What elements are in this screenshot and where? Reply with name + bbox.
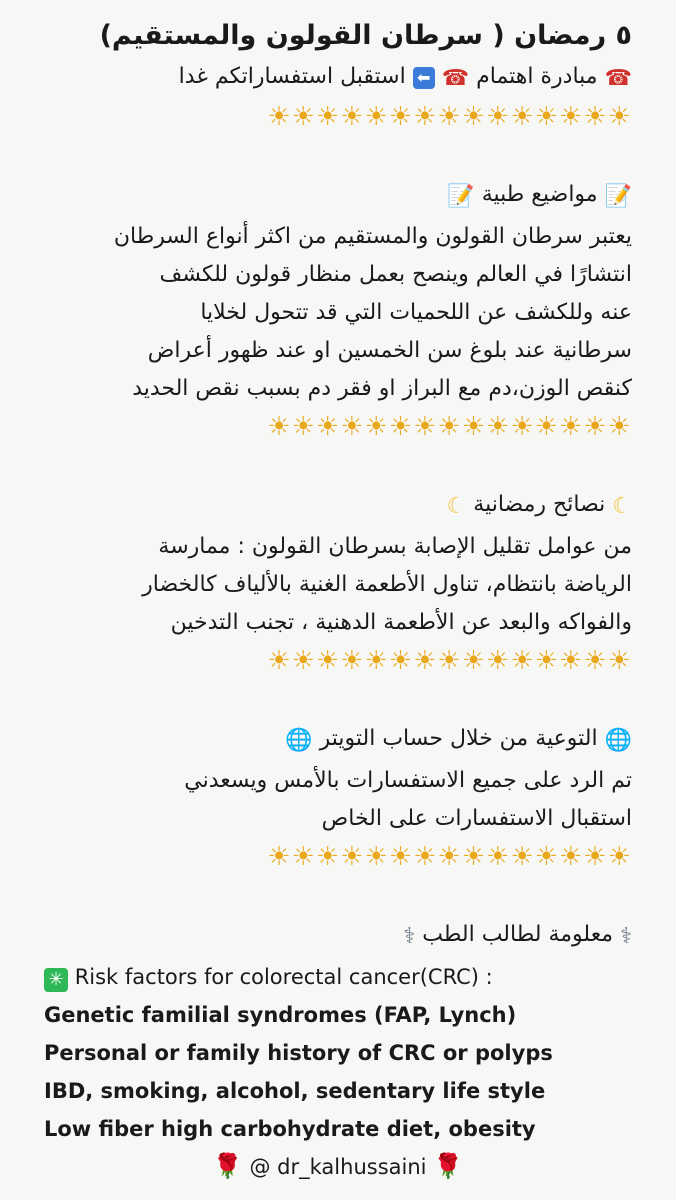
heading-text: مواضيع طبية xyxy=(481,182,598,207)
sparkle-icon: ✳ xyxy=(44,968,68,992)
author-handle: @ dr_kalhussaini xyxy=(249,1155,427,1179)
heading-text: التوعية من خلال حساب التويتر xyxy=(319,726,598,751)
globe-icon: 🌐 xyxy=(285,728,313,753)
spacer xyxy=(44,680,632,718)
spacer xyxy=(44,876,632,914)
memo-icon: 📝 xyxy=(604,184,632,209)
risk-factor-line: Genetic familial syndromes (FAP, Lynch) xyxy=(44,1003,517,1027)
text-line: يعتبر سرطان القولون والمستقيم من اكثر أنواع السرطان xyxy=(113,224,632,249)
text-line: والفواكه والبعد عن الأطعمة الدهنية ، تجنب التدخين xyxy=(170,610,632,635)
crescent-moon-icon: ☾ xyxy=(446,494,467,519)
text-line: انتشارًا في العالم وينصح بعمل منظار قولون للكشف xyxy=(159,262,632,287)
text-line: الرياضة بانتظام، تناول الأطعمة الغنية بالألياف كالخضار xyxy=(142,572,632,597)
initiative-line xyxy=(44,58,632,98)
section-heading-awareness xyxy=(44,718,632,762)
stethoscope-icon: ⚕ xyxy=(403,924,416,949)
rose-icon: 🌹 xyxy=(212,1152,243,1180)
risk-factor-line: Personal or family history of CRC or polyps xyxy=(44,1041,553,1065)
heading-text: نصائح رمضانية xyxy=(473,492,606,517)
spacer xyxy=(44,446,632,484)
initiative-suffix: استقبل استفساراتكم غدا xyxy=(178,64,406,89)
text-line: سرطانية عند بلوغ سن الخمسين او عند ظهور أعراض xyxy=(147,338,632,363)
page-title: ٥ رمضان ( سرطان القولون والمستقيم) xyxy=(99,20,632,51)
heading-text: معلومة لطالب الطب xyxy=(422,922,614,947)
text-line: تم الرد على جميع الاستفسارات بالأمس ويسعدني xyxy=(184,768,632,793)
risk-factors-intro xyxy=(44,958,632,996)
telephone-icon: ☎ xyxy=(441,66,470,91)
text-line: من عوامل تقليل الإصابة بسرطان القولون : ممارسة xyxy=(158,534,632,559)
stethoscope-icon: ⚕ xyxy=(620,924,632,949)
risk-factor-line: IBD, smoking, alcohol, sedentary life style xyxy=(44,1079,546,1103)
sun-divider: ☀☀☀☀☀☀☀☀☀☀☀☀☀☀☀ xyxy=(267,412,632,442)
section-heading-ramadan xyxy=(44,484,632,528)
rose-icon: 🌹 xyxy=(433,1152,464,1180)
section-heading-medical xyxy=(44,174,632,218)
author-footer xyxy=(44,1148,632,1185)
left-arrow-icon: ⬅ xyxy=(413,67,435,89)
globe-icon: 🌐 xyxy=(604,728,632,753)
sun-divider: ☀☀☀☀☀☀☀☀☀☀☀☀☀☀☀ xyxy=(267,102,632,132)
spacer xyxy=(44,136,632,174)
text-line: عنه وللكشف عن اللحميات التي قد تتحول لخلايا xyxy=(200,300,632,325)
crescent-moon-icon: ☾ xyxy=(612,494,632,519)
sun-divider: ☀☀☀☀☀☀☀☀☀☀☀☀☀☀☀ xyxy=(267,842,632,872)
risk-factor-line: Low fiber high carbohydrate diet, obesity xyxy=(44,1117,536,1141)
section-heading-student xyxy=(44,914,632,958)
text-line: استقبال الاستفسارات على الخاص xyxy=(321,806,632,831)
telephone-icon: ☎ xyxy=(604,66,632,91)
text-line: كنقص الوزن،دم مع البراز او فقر دم بسبب نقص الحديد xyxy=(132,376,632,401)
initiative-prefix: مبادرة اهتمام xyxy=(476,64,598,89)
memo-icon: 📝 xyxy=(447,184,475,209)
sun-divider: ☀☀☀☀☀☀☀☀☀☀☀☀☀☀☀ xyxy=(267,646,632,676)
intro-text: Risk factors for colorectal cancer(CRC) : xyxy=(74,965,493,989)
